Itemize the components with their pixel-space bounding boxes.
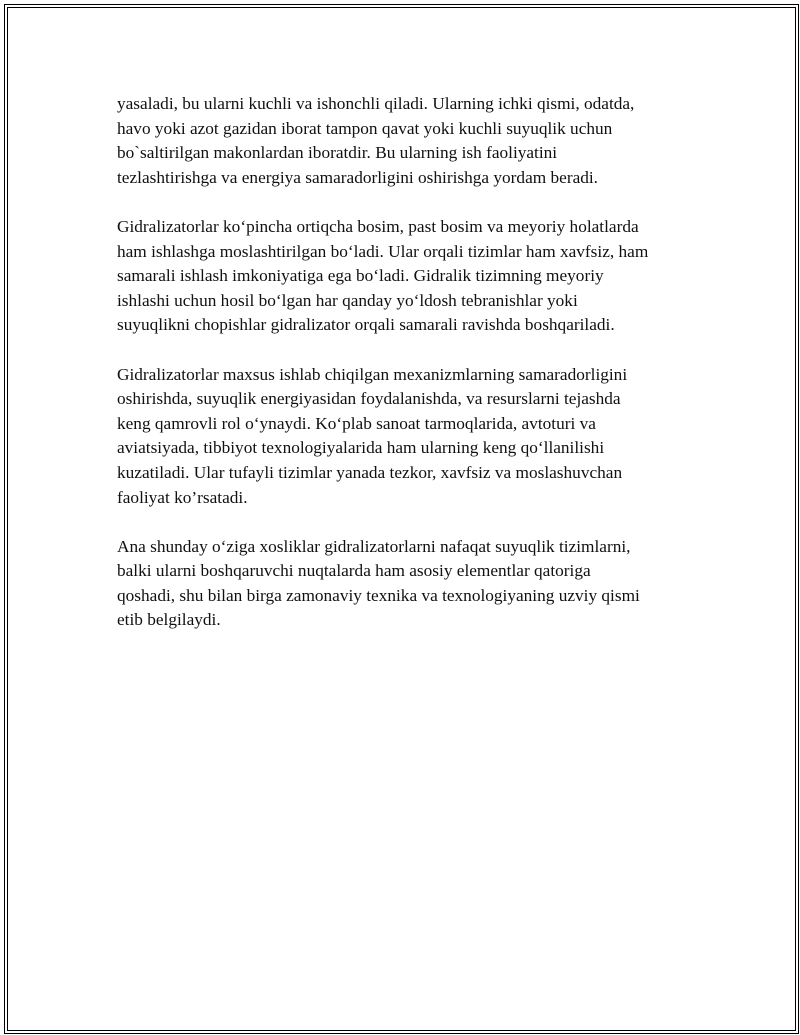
paragraph-2: Gidralizatorlar koʻpincha ortiqcha bosim, past bosim va meyoriy holatlarda ham ishlashga moslashtirilgan boʻladi. Ular orqali tizimlar ham xavfsiz, ham samarali ishlash imkoniyatiga ega boʻladi. Gidralik tizimning meyoriy ishlashi uchun hosil boʻlgan har qanday yoʻldosh tebranishlar yoki suyuqlikni chopishlar gidralizator orqali samarali ravishda boshqariladi. xyxy=(117,216,649,335)
paragraph-1: yasaladi, bu ularni kuchli va ishonchli qiladi. Ularning ichki qismi, odatda, havo yoki azot gazidan iborat tampon qavat yoki kuchli suyuqlik uchun bo`saltirilgan makonlardan iboratdir. Bu ularning ish faoliyatini tezlashtirishga va energiya samaradorligini oshirishga yordam beradi. xyxy=(117,94,635,187)
document-body xyxy=(117,92,697,658)
paragraph-3: Gidralizatorlar maxsus ishlab chiqilgan mexanizmlarning samaradorligini oshirishda, suyuqlik energiyasidan foydalanishda, va resurslarni tejashda keng qamrovli rol oʻynaydi. Koʻplab sanoat tarmoqlarida, avtoturi va aviatsiyada, tibbiyot texnologiyalarida ham ularning keng qoʻllanilishi kuzatiladi. Ular tufayli tizimlar yanada tezkor, xavfsiz va moslashuvchan faoliyat ko’rsatadi. xyxy=(117,364,628,507)
paragraph-4: Ana shunday oʻziga xosliklar gidralizatorlarni nafaqat suyuqlik tizimlarni, balki ularni boshqaruvchi nuqtalarda ham asosiy elementlar qatoriga qoshadi, shu bilan birga zamonaviy texnika va texnologiyaning uzviy qismi etib belgilaydi. xyxy=(117,536,640,630)
